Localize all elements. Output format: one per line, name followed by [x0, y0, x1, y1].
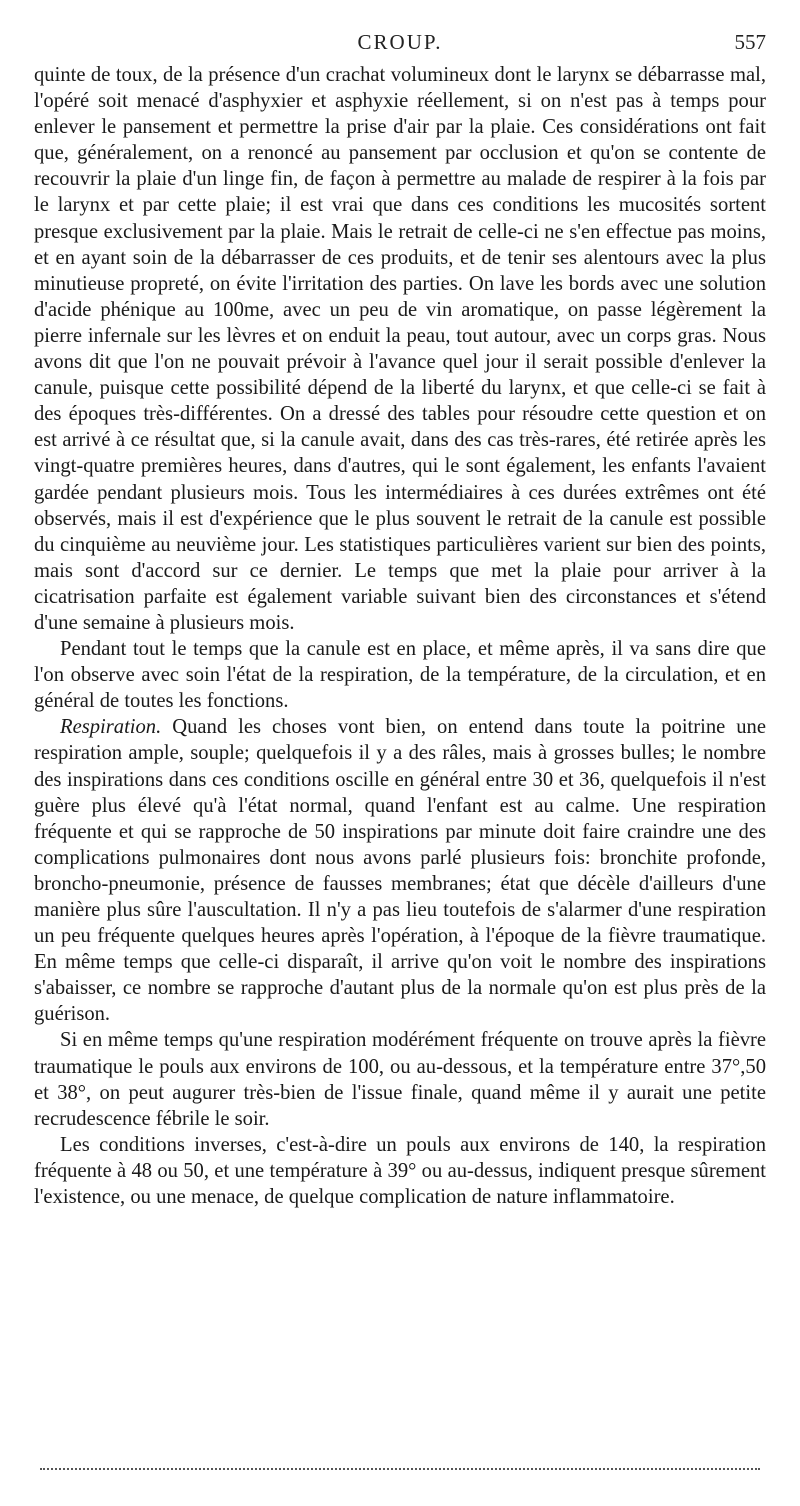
paragraph-5-text: Les conditions inverses, c'est-à-dire un pouls aux environs de 140, la respiration fréquente à 48 ou 50, et une température à 39° ou au-dessus, indiquent presque sûrement l'existence, ou une menace, de quelque complication de nature inflammatoire. — [34, 1133, 766, 1209]
page-number: 557 — [734, 30, 766, 54]
page-header — [0, 30, 800, 60]
paragraph-3-heading: Respiration. — [60, 716, 162, 739]
paragraph-2-text: Pendant tout le temps que la canule est en place, et même après, il va sans dire que l'on observe avec soin l'état de la respiration, de la température, de la circulation, et en général de toutes les fonctions. — [34, 638, 766, 713]
paragraph-4-text: Si en même temps qu'une respiration modérément fréquente on trouve après la fièvre traumatique le pouls aux environs de 100, ou au-dessous, et la température entre 37°,50 et 38°, on peut augurer très-bien de l'issue finale, quand même il y aurait une petite recrudescence fébrile le soir. — [34, 1029, 766, 1130]
paragraph-2 — [34, 636, 766, 714]
paragraph-3 — [34, 714, 766, 1027]
paragraph-1 — [34, 62, 766, 636]
footer-dotted-rule — [40, 1468, 760, 1470]
paragraph-4 — [34, 1027, 766, 1131]
paragraph-1-text: quinte de toux, de la présence d'un crachat volumineux dont le larynx se débarrasse mal, l'opéré soit menacé d'asphyxier et asphyxie réellement, si on n'est pas à temps pour enlever le pansement et permettre la prise d'air par la plaie. Ces considérations ont fait que, généralement, on a renoncé au pansement par occlusion et qu'on se contente de recouvrir la plaie d'un linge fin, de façon à permettre au malade de respirer à la fois par le larynx et par cette plaie; il est vrai que dans ces conditions les mucosités sortent presque exclusivement par la plaie. Mais le retrait de celle-ci ne s'en effectue pas moins, et en ayant soin de la débarrasser de ces produits, et de tenir ses alentours avec la plus minutieuse propreté, on évite l'irritation des parties. On lave les bords avec une solution d'acide phénique au 100me, avec un peu de vin aromatique, on passe légèrement la pierre infernale sur les lèvres et on enduit la peau, tout autour, avec un corps gras. Nous avons dit que l'on ne pouvait prévoir à l'avance quel jour il serait possible d'enlever la canule, puisque cette possibilité dépend de la liberté du larynx, et que celle-ci se fait à des époques très-différentes. On a dressé des tables pour résoudre cette question et on est arrivé à ce résultat que, si la canule avait, dans des cas très-rares, été retirée après les vingt-quatre premières heures, dans d'autres, qui le sont également, les enfants l'avaient gardée pendant plusieurs mois. Tous les intermédiaires à ces durées extrêmes ont été observés, mais il est d'expérience que le plus souvent le retrait de la canule est possible du cinquième au neuvième jour. Les statistiques particulières varient sur bien des points, mais sont d'accord sur ce dernier. Le temps que met la plaie pour arriver à la cicatrisation parfaite est également variable suivant bien des circonstances et s'étend d'une semaine à plusieurs mois. — [34, 64, 766, 634]
paragraph-3-text: Quand les choses vont bien, on entend dans toute la poitrine une respiration ample, souple; quelquefois il y a des râles, mais à grosses bulles; le nombre des inspirations dans ces conditions oscille en général entre 30 et 36, quelquefois il n'est guère plus élevé qu'à l'état normal, quand l'enfant est au calme. Une respiration fréquente et qui se rapproche de 50 inspirations par minute doit faire craindre une des complications pulmonaires dont nous avons parlé plusieurs fois: bronchite profonde, broncho-pneumonie, présence de fausses membranes; état que décèle d'ailleurs d'une manière plus sûre l'auscultation. Il n'y a pas lieu toutefois de s'alarmer d'une respiration un peu fréquente quelques heures après l'opération, à l'époque de la fièvre traumatique. En même temps que celle-ci disparaît, il arrive qu'on voit le nombre des inspirations s'abaisser, ce nombre se rapproche d'autant plus de la normale qu'on est plus près de la guérison. — [34, 716, 766, 1026]
paragraph-5 — [34, 1132, 766, 1210]
running-title: CROUP. — [357, 30, 443, 54]
body-text — [34, 62, 766, 1210]
